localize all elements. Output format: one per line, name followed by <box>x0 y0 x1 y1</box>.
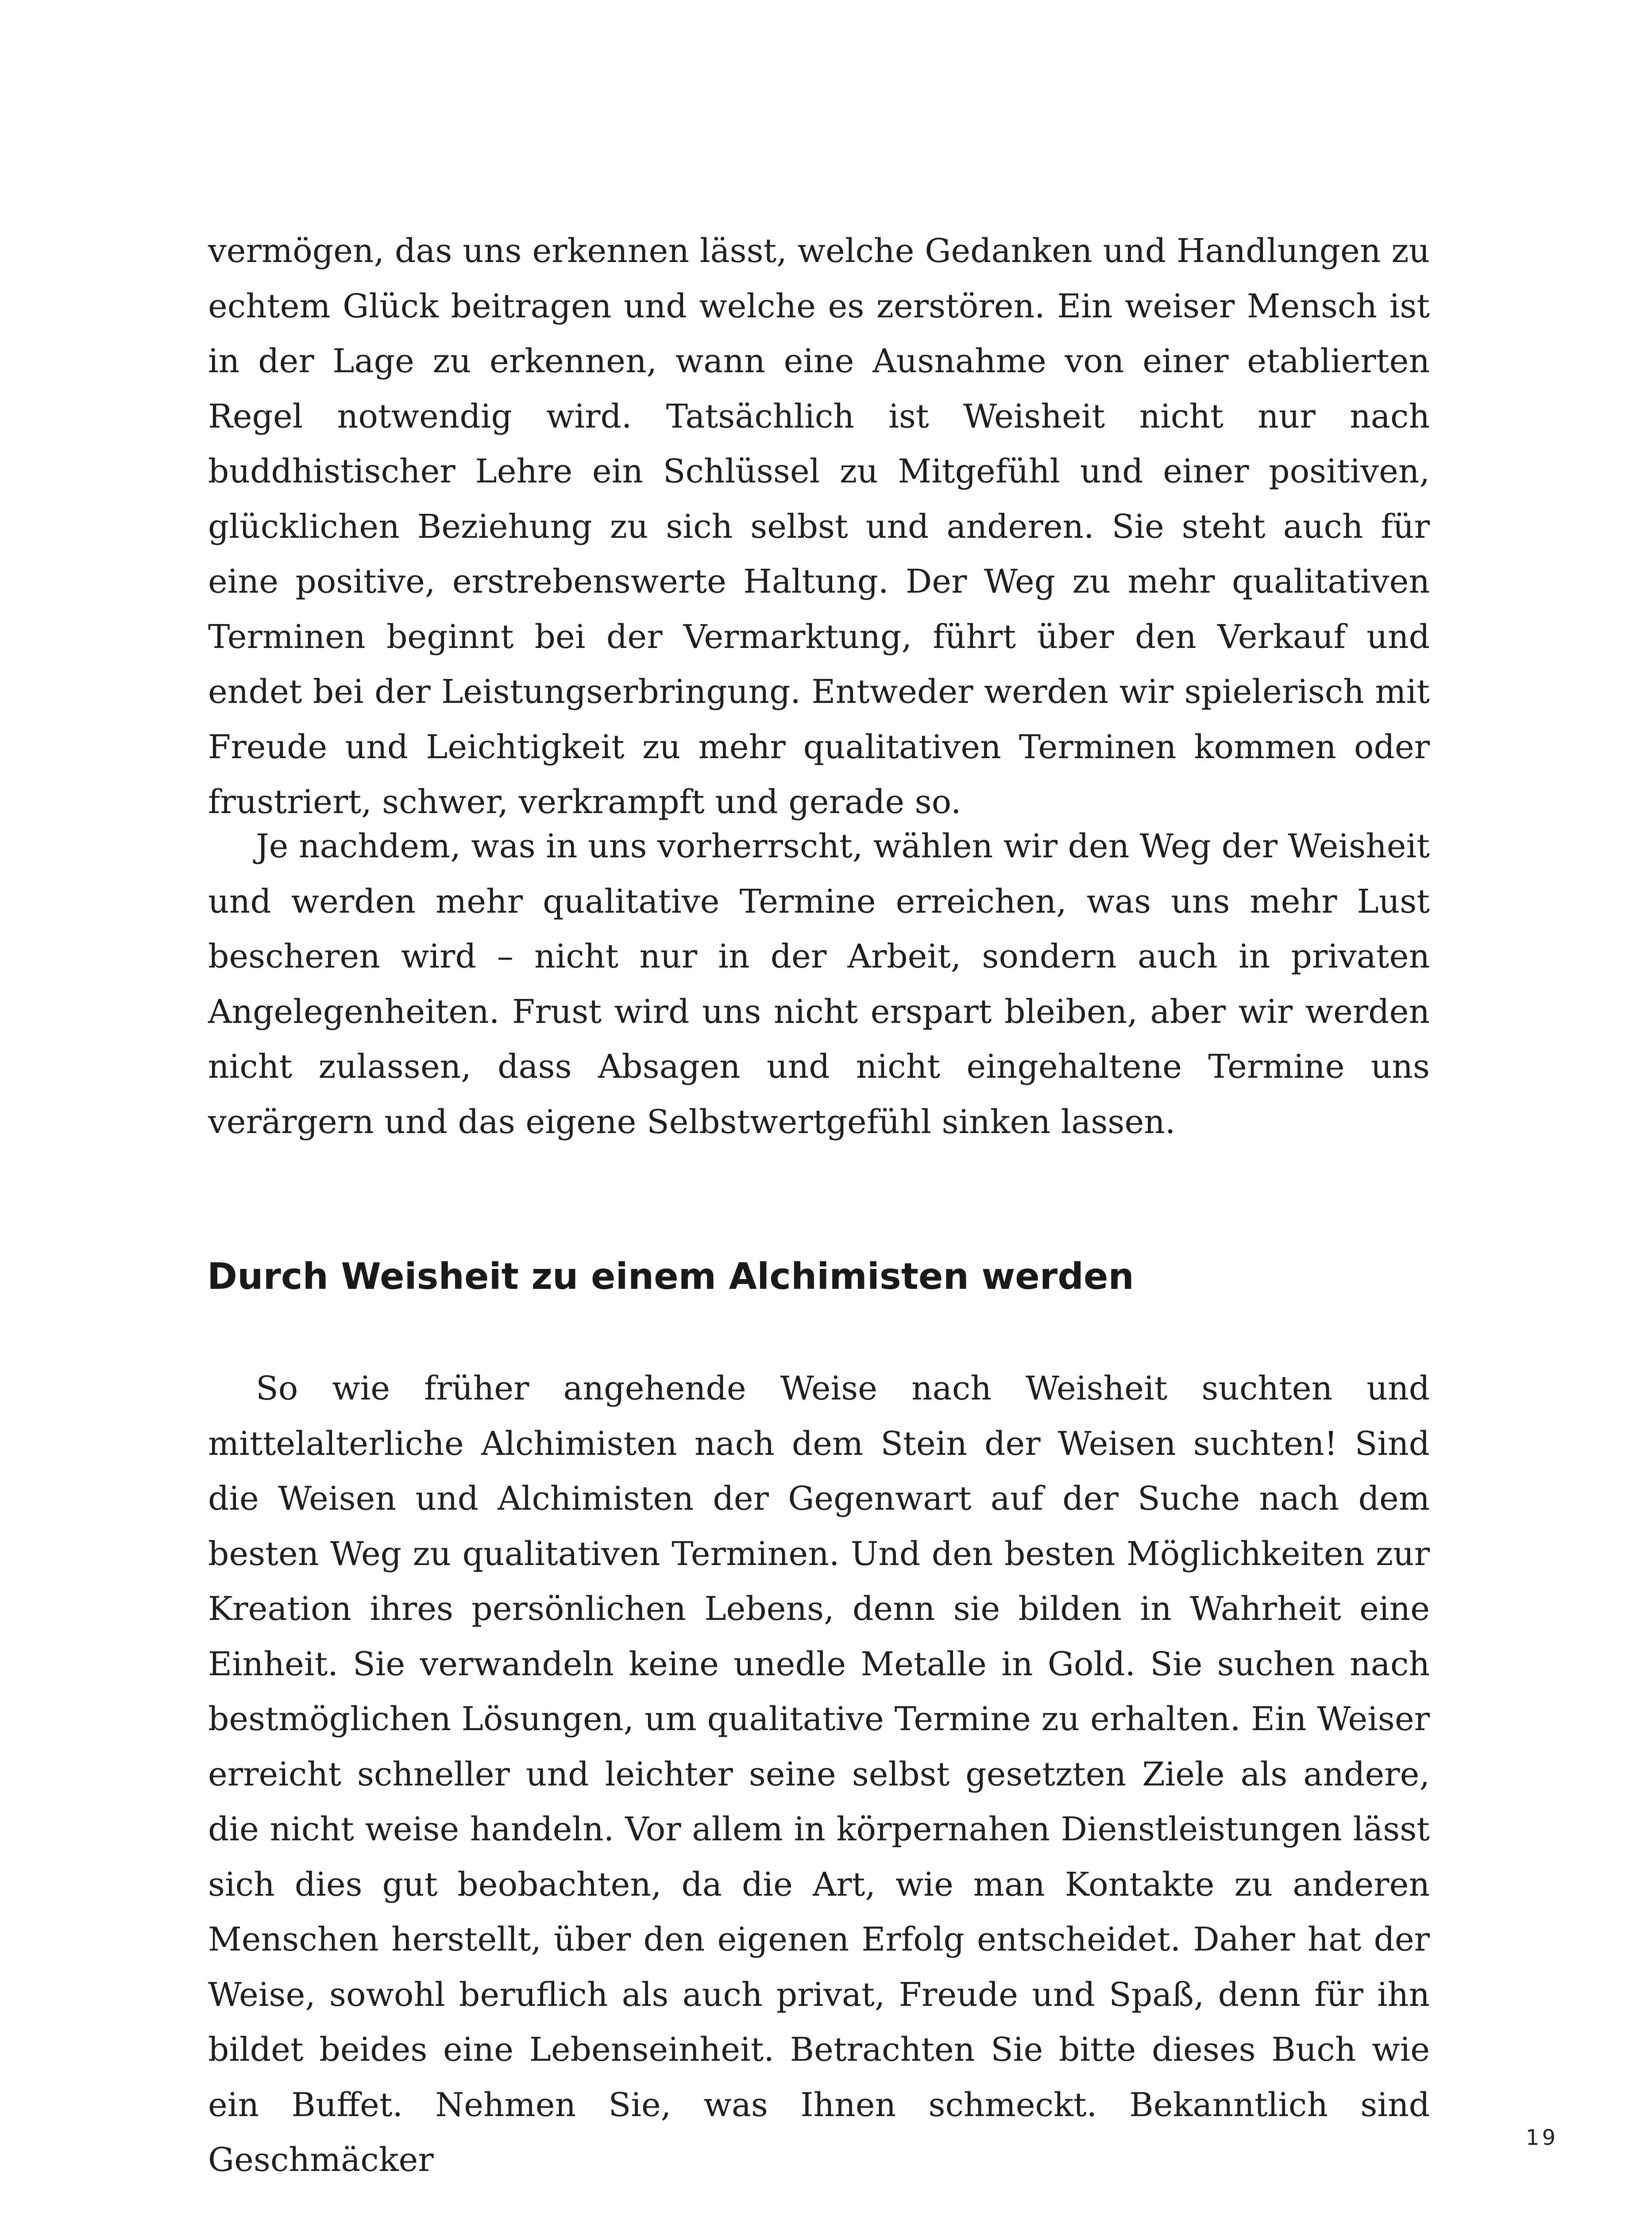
body-paragraph-1: vermögen, das uns erkennen lässt, welche Gedanken und Handlungen zu echtem Glück beitragen und welche es zerstören. Ein weiser Mensch ist in der Lage zu erkennen, wann eine Ausnahme von einer etablierten Regel notwendig wird. Tatsächlich ist Weisheit nicht nur nach buddhistischer Lehre ein Schlüssel zu Mitgefühl und einer positiven, glücklichen Beziehung zu sich selbst und anderen. Sie steht auch für eine positive, erstrebenswerte Haltung. Der Weg zu mehr qualitativen Terminen beginnt bei der Vermarktung, führt über den Verkauf und endet bei der Leistungserbringung. Entweder werden wir spielerisch mit Freude und Leichtigkeit zu mehr qualitativen Terminen kommen oder frustriert, schwer, verkrampft und gerade so. <box>208 232 1430 821</box>
section-heading: Durch Weisheit zu einem Alchimisten werden <box>207 1256 1134 1298</box>
page-number: 19 <box>1525 2125 1558 2150</box>
body-paragraph-3: So wie früher angehende Weise nach Weisheit suchten und mittelalterliche Alchimisten nach dem Stein der Weisen suchten! Sind die Weisen und Alchimisten der Gegenwart auf der Suche nach dem besten Weg zu qualitativen Terminen. Und den besten Möglichkeiten zur Kreation ihres persönlichen Lebens, denn sie bilden in Wahrheit eine Einheit. Sie verwandeln keine unedle Metalle in Gold. Sie suchen nach bestmöglichen Lösungen, um qualitative Termine zu erhalten. Ein Weiser erreicht schneller und leichter seine selbst gesetzten Ziele als andere, die nicht weise handeln. Vor allem in körpernahen Dienstleistungen lässt sich dies gut beobachten, da die Art, wie man Kontakte zu anderen Menschen herstellt, über den eigenen Erfolg entscheidet. Daher hat der Weise, sowohl beruflich als auch privat, Freude und Spaß, denn für ihn bildet beides eine Lebenseinheit. Betrachten Sie bitte dieses Buch wie ein Buffet. Nehmen Sie, was Ihnen schmeckt. Bekanntlich sind Geschmäcker <box>208 1369 1430 2179</box>
body-paragraph-2: Je nachdem, was in uns vorherrscht, wählen wir den Weg der Weisheit und werden mehr qualitative Termine erreichen, was uns mehr Lust bescheren wird – nicht nur in der Arbeit, sondern auch in privaten Angelegenheiten. Frust wird uns nicht erspart bleiben, aber wir werden nicht zulassen, dass Absagen und nicht eingehaltene Termine uns verärgern und das eigene Selbstwertgefühl sinken lassen. <box>208 827 1430 1141</box>
